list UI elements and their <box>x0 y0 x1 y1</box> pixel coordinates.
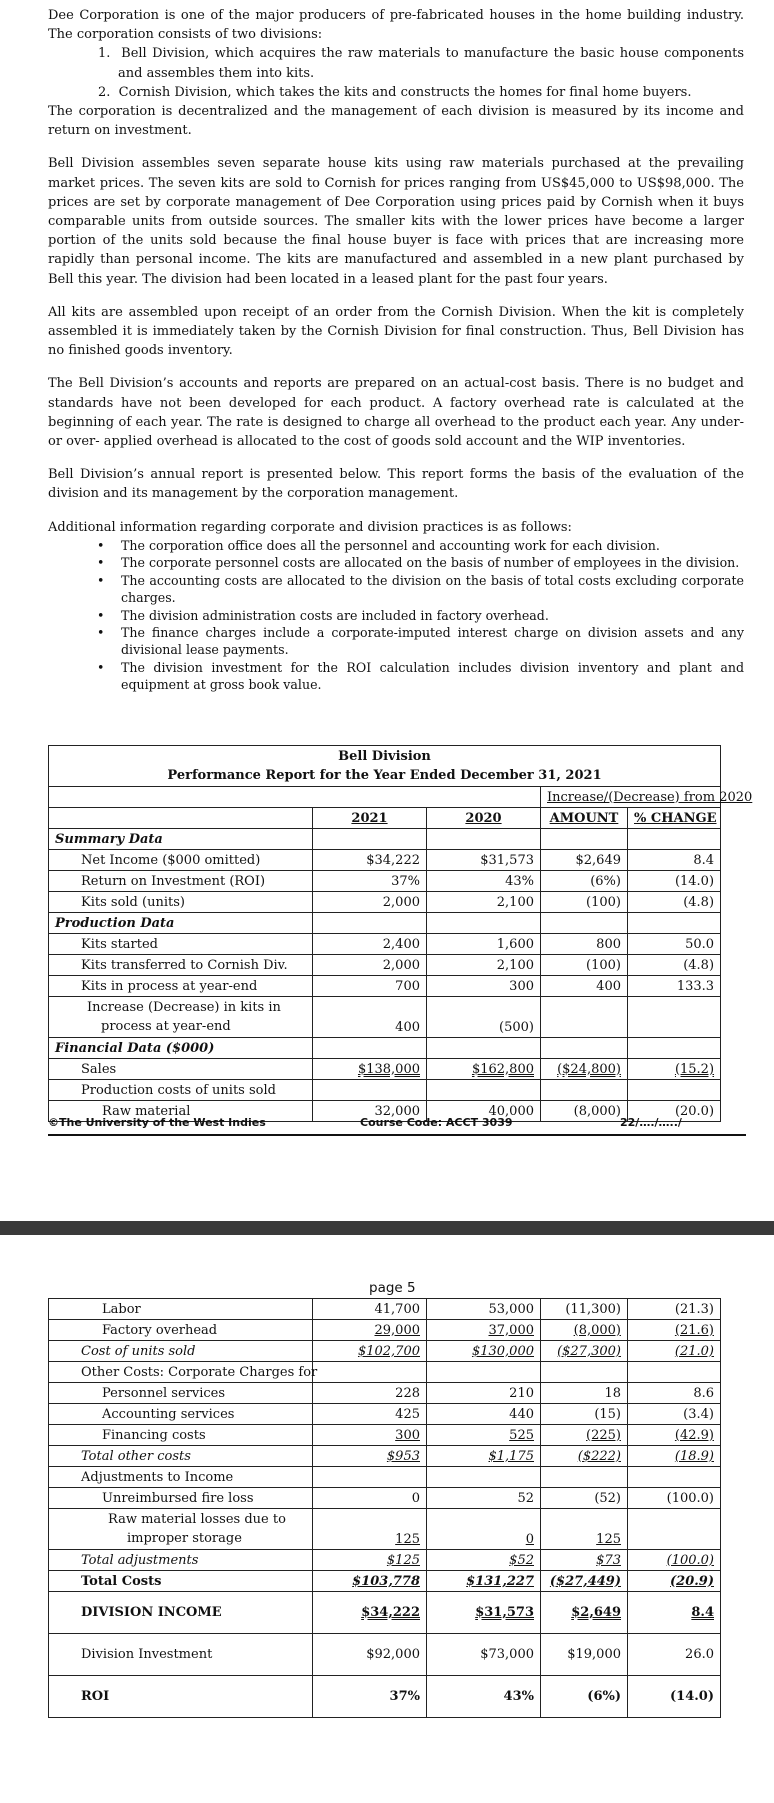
additional-info-paragraph: Additional information regarding corporate and division practices is as follows: <box>48 519 572 535</box>
col-2020: 2020 <box>465 810 502 826</box>
practice-item: • The division investment for the ROI calculation includes division inventory and plant and equipment at gross book value. <box>48 659 744 694</box>
table-row: Increase (Decrease) in kits in process at year-end 400 (500) <box>49 997 721 1038</box>
bell-division-paragraph: Bell Division assembles seven separate house kits using raw materials purchased at the prevailing market prices. The seven kits are sold to Cornish for prices ranging from US$45,000 to US$98,000. The prices are set by corporate management of Dee Corporation using prices paid by Cornish when it buys comparable units from outside sources. The smaller kits with the lower prices have become a larger portion of the units sold because the final house buyer is face with prices that are increasing more rapidly than personal income. The kits are manufactured and assembled in a new plant purchased by Bell this year. The division had been located in a leased plant for the past four years. <box>48 156 744 287</box>
financial-header: Financial Data ($000) <box>49 1038 313 1059</box>
col-amount: AMOUNT <box>549 810 619 826</box>
table-row: Sales $138,000 $162,800 ($24,800) (15.2) <box>49 1059 721 1080</box>
table-row: Return on Investment (ROI) 37% 43% (6%) (14.0) <box>49 871 721 892</box>
table-row: Labor 41,700 53,000 (11,300) (21.3) <box>49 1299 721 1320</box>
intro-tail-paragraph: The corporation is decentralized and the management of each division is measured by its income and return on investment. <box>48 104 744 139</box>
footer-course-code: Course Code: ACCT 3039 <box>360 1116 513 1129</box>
footer-copyright: ©The University of the West Indies <box>48 1116 266 1129</box>
case-text <box>48 6 744 694</box>
adjustments-label: Adjustments to Income <box>49 1467 313 1488</box>
report-title: Bell Division <box>338 749 431 764</box>
page-number: page 5 <box>369 1280 416 1296</box>
assembly-paragraph: All kits are assembled upon receipt of an order from the Cornish Division. When the kit is completely assembled it is immediately taken by the Cornish Division for final construction. Thus, Bell Division has no finished goods inventory. <box>48 304 744 359</box>
table-row: Kits transferred to Cornish Div. 2,000 2,100 (100) (4.8) <box>49 955 721 976</box>
table-row: Net Income ($000 omitted) $34,222 $31,573 $2,649 8.4 <box>49 850 721 871</box>
intro-paragraph: Dee Corporation is one of the major producers of pre-fabricated houses in the home building industry. The corporation consists of two divisions: <box>48 8 744 43</box>
other-costs-label: Other Costs: Corporate Charges for <box>49 1362 313 1383</box>
table-row: Division Investment $92,000 $73,000 $19,000 26.0 <box>49 1634 721 1676</box>
col-change: % CHANGE <box>634 810 717 826</box>
practices-list <box>48 537 744 694</box>
table-row: Accounting services 425 440 (15) (3.4) <box>49 1404 721 1425</box>
performance-report-table <box>48 745 753 1122</box>
practice-item: • The finance charges include a corporate-imputed interest charge on division assets and any divisional lease payments. <box>48 624 744 659</box>
production-costs-label: Production costs of units sold <box>49 1080 313 1101</box>
division-list <box>48 44 744 102</box>
division-item: 2. Cornish Division, which takes the kits and constructs the homes for final home buyers. <box>98 84 692 100</box>
table-row: ROI 37% 43% (6%) (14.0) <box>49 1676 721 1718</box>
practice-item: • The division administration costs are included in factory overhead. <box>48 607 744 624</box>
production-header: Production Data <box>49 913 313 934</box>
division-item: 1. Bell Division, which acquires the raw materials to manufacture the basic house components and assembles them into kits. <box>98 46 744 81</box>
table-row: Kits in process at year-end 700 300 400 133.3 <box>49 976 721 997</box>
table-row: Total other costs $953 $1,175 ($222) (18.9) <box>49 1446 721 1467</box>
page-divider <box>0 1221 774 1235</box>
column-header-row <box>49 808 721 829</box>
table-row: Total Costs $103,778 $131,227 ($27,449) (20.9) <box>49 1571 721 1592</box>
page-footer <box>48 1114 746 1136</box>
col-2021: 2021 <box>351 810 388 826</box>
practice-item: • The accounting costs are allocated to the division on the basis of total costs excluding corporate charges. <box>48 572 744 607</box>
report-subtitle: Performance Report for the Year Ended December 31, 2021 <box>167 768 602 783</box>
table-row: DIVISION INCOME $34,222 $31,573 $2,649 8.4 <box>49 1592 721 1634</box>
table-row: Personnel services 228 210 18 8.6 <box>49 1383 721 1404</box>
performance-report-table-continued <box>48 1298 721 1718</box>
practice-item: • The corporation office does all the personnel and accounting work for each division. <box>48 537 744 554</box>
table-row: Total adjustments $125 $52 $73 (100.0) <box>49 1550 721 1571</box>
table-row: Financing costs 300 525 (225) (42.9) <box>49 1425 721 1446</box>
practice-item: • The corporate personnel costs are allocated on the basis of number of employees in the division. <box>48 554 744 571</box>
increase-header: Increase/(Decrease) from 2020 <box>547 789 753 805</box>
table-row: Raw material 32,000 40,000 (8,000) (20.0) <box>49 1101 721 1122</box>
accounting-paragraph: The Bell Division’s accounts and reports are prepared on an actual-cost basis. There is no budget and standards have not been developed for each product. A factory overhead rate is calculated at the beginning of each year. The rate is designed to charge all overhead to the product each year. Any under- or over- applied overhead is allocated to the cost of goods sold account and the WIP inventories. <box>48 376 744 450</box>
annual-report-paragraph: Bell Division’s annual report is presented below. This report forms the basis of the evaluation of the division and its management by the corporation management. <box>48 467 744 502</box>
table-row: Kits started 2,400 1,600 800 50.0 <box>49 934 721 955</box>
summary-header: Summary Data <box>49 829 313 850</box>
report-title-cell <box>49 746 721 787</box>
table-row: Unreimbursed fire loss 0 52 (52) (100.0) <box>49 1488 721 1509</box>
table-row: Kits sold (units) 2,000 2,100 (100) (4.8) <box>49 892 721 913</box>
table-row: Factory overhead 29,000 37,000 (8,000) (21.6) <box>49 1320 721 1341</box>
table-row: Raw material losses due to improper storage 125 0 125 <box>49 1509 721 1550</box>
table-row: Cost of units sold $102,700 $130,000 ($27,300) (21.0) <box>49 1341 721 1362</box>
footer-date: 22/…./…../ <box>620 1116 682 1129</box>
